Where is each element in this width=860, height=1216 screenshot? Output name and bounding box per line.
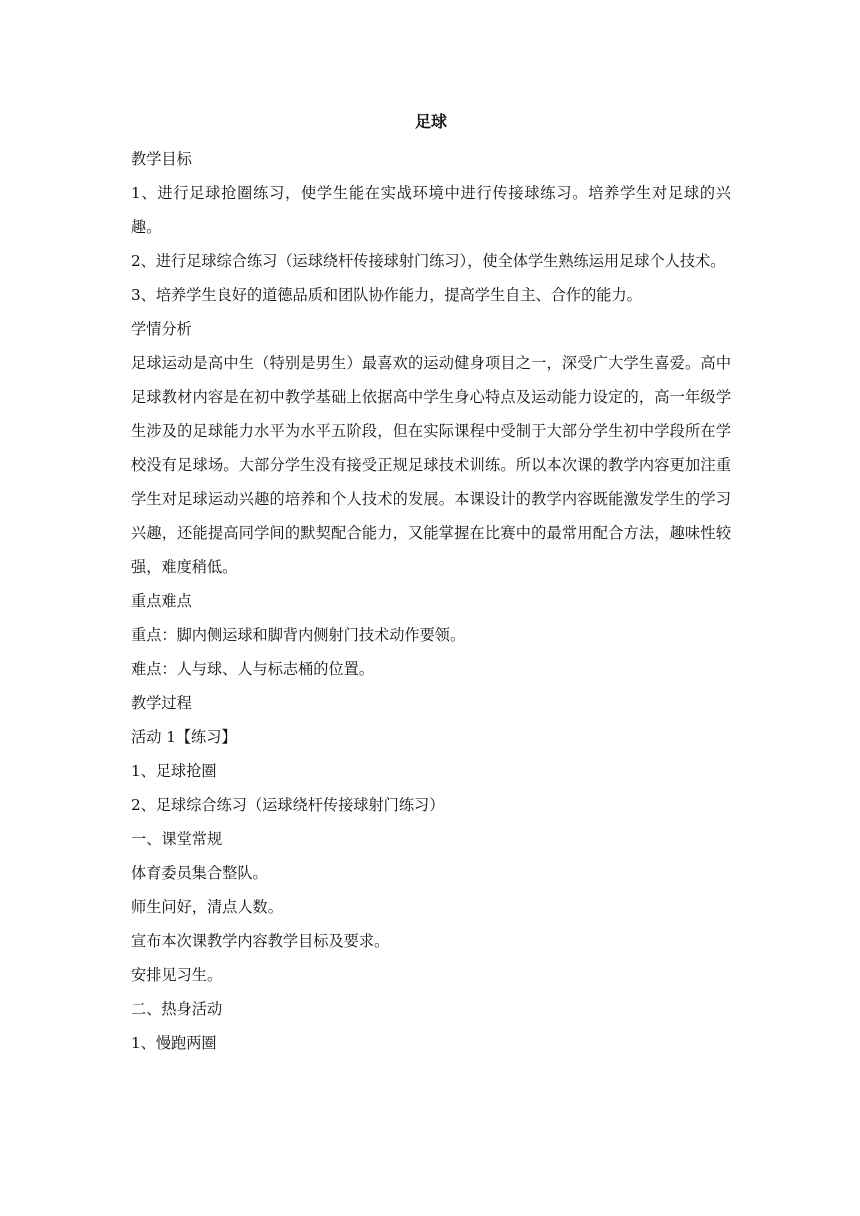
student-analysis-paragraph: 足球运动是高中生（特别是男生）最喜欢的运动健身项目之一，深受广大学生喜爱。高中足球教材内容是在初中教学基础上依据高中学生身心特点及运动能力设定的，高一年级学生涉及的足球能力水平为水平五阶段，但在实际课程中受制于大部分学生初中学段所在学校没有足球场。大部分学生没有接受正规足球技术训练。所以本次课的教学内容更加注重学生对足球运动兴趣的培养和个人技术的发展。本课设计的教学内容既能激发学生的学习兴趣，还能提高同学间的默契配合能力，又能掌握在比赛中的最常用配合方法，趣味性较强，难度稍低。: [131, 354, 731, 576]
section-class-routine: 一、课堂常规: [131, 830, 223, 848]
routine-item-4: 安排见习生。: [131, 966, 223, 984]
section-heading-key-points: 重点难点: [131, 592, 192, 610]
document-body: [131, 108, 731, 1060]
activity-title: 活动 1【练习】: [131, 728, 237, 746]
routine-item-3: 宣布本次课教学内容教学目标及要求。: [131, 932, 390, 950]
routine-item-2: 师生问好，清点人数。: [131, 898, 283, 916]
goal-item-2: 2、进行足球综合练习（运球绕杆传接球射门练习），使全体学生熟练运用足球个人技术。: [131, 252, 726, 270]
goal-item-1: 1、进行足球抢圈练习，使学生能在实战环境中进行传接球练习。培养学生对足球的兴趣。: [131, 184, 731, 236]
section-heading-teaching-goals: 教学目标: [131, 150, 192, 168]
section-warm-up: 二、热身活动: [131, 1000, 223, 1018]
key-point-text: 重点：脚内侧运球和脚背内侧射门技术动作要领。: [131, 626, 466, 644]
routine-item-1: 体育委员集合整队。: [131, 864, 268, 882]
activity-item-2: 2、足球综合练习（运球绕杆传接球射门练习）: [131, 796, 445, 814]
warm-up-item-1: 1、慢跑两圈: [131, 1034, 217, 1052]
document-title: 足球: [414, 112, 447, 131]
activity-item-1: 1、足球抢圈: [131, 762, 217, 780]
goal-item-3: 3、培养学生良好的道德品质和团队协作能力，提高学生自主、合作的能力。: [131, 286, 642, 304]
section-heading-teaching-process: 教学过程: [131, 694, 192, 712]
section-heading-student-analysis: 学情分析: [131, 320, 192, 338]
difficulty-text: 难点：人与球、人与标志桶的位置。: [131, 660, 374, 678]
